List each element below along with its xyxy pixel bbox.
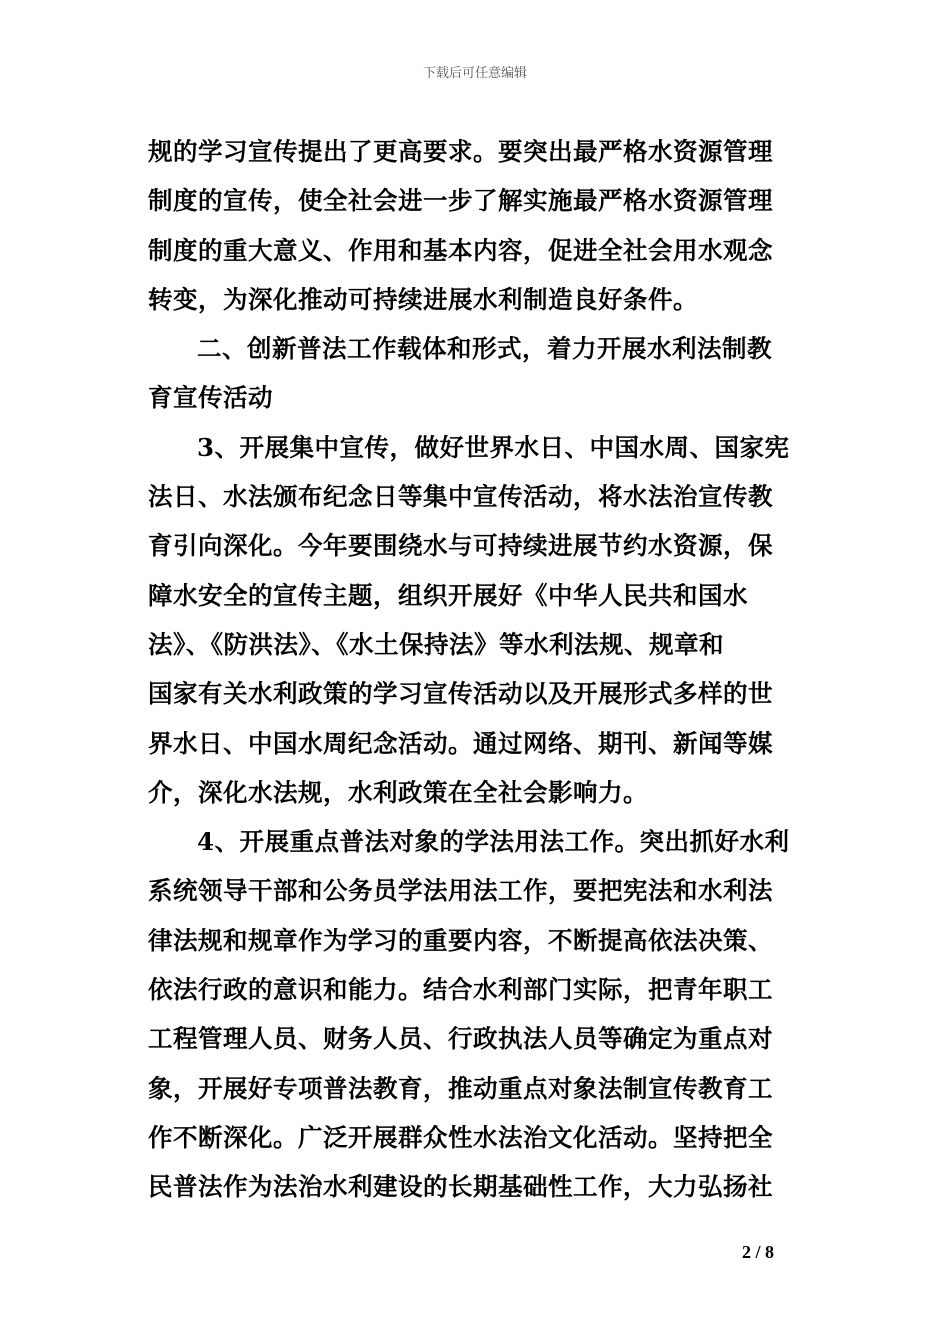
text-line: 3、开展集中宣传，做好世界水日、中国水周、国家宪 <box>197 432 790 462</box>
text-line: 象，开展好专项普法教育，推动重点对象法制宣传教育工 <box>148 1073 773 1103</box>
text-line: 系统领导干部和公务员学法用法工作，要把宪法和水利法 <box>148 876 773 906</box>
text-line: 规的学习宣传提出了更高要求。要突出最严格水资源管理 <box>148 137 773 166</box>
text-line: 国家有关水利政策的学习宣传活动以及开展形式多样的世 <box>148 679 773 709</box>
text-line: 法日、水法颁布纪念日等集中宣传活动，将水法治宣传教 <box>148 482 773 512</box>
text-line: 作不断深化。广泛开展群众性水法治文化活动。坚持把全 <box>148 1122 773 1152</box>
document-body <box>148 127 810 1212</box>
section-heading: 二、创新普法工作载体和形式，着力开展水利法制教 <box>197 334 772 364</box>
text-line: 制度的重大意义、作用和基本内容，促进全社会用水观念 <box>148 235 773 265</box>
text-line: 界水日、中国水周纪念活动。通过网络、期刊、新闻等媒 <box>148 728 773 758</box>
text-line: 依法行政的意识和能力。结合水利部门实际，把青年职工 <box>148 975 773 1005</box>
text-line: 育引向深化。今年要围绕水与可持续进展节约水资源，保 <box>148 531 773 561</box>
text-line: 4、开展重点普法对象的学法用法工作。突出抓好水利 <box>197 827 790 857</box>
text-line: 律法规和规章作为学习的重要内容，不断提高依法决策、 <box>148 925 773 955</box>
text-line: 工程管理人员、财务人员、行政执法人员等确定为重点对 <box>148 1024 773 1054</box>
text-line: 转变，为深化推动可持续进展水利制造良好条件。 <box>148 284 698 314</box>
text-line: 法》、《防洪法》、《水土保持法》等水利法规、规章和 <box>148 629 724 659</box>
page-number: 2 / 8 <box>742 1242 775 1262</box>
text-line: 障水安全的宣传主题，组织开展好《中华人民共和国水 <box>148 580 748 610</box>
section-heading-cont: 育宣传活动 <box>148 383 273 413</box>
page-header: 下载后可任意编辑 <box>422 66 527 81</box>
text-line: 民普法作为法治水利建设的长期基础性工作，大力弘扬社 <box>148 1172 773 1202</box>
text-line: 制度的宣传，使全社会进一步了解实施最严格水资源管理 <box>148 186 773 216</box>
text-line: 介，深化水法规，水利政策在全社会影响力。 <box>148 777 648 807</box>
